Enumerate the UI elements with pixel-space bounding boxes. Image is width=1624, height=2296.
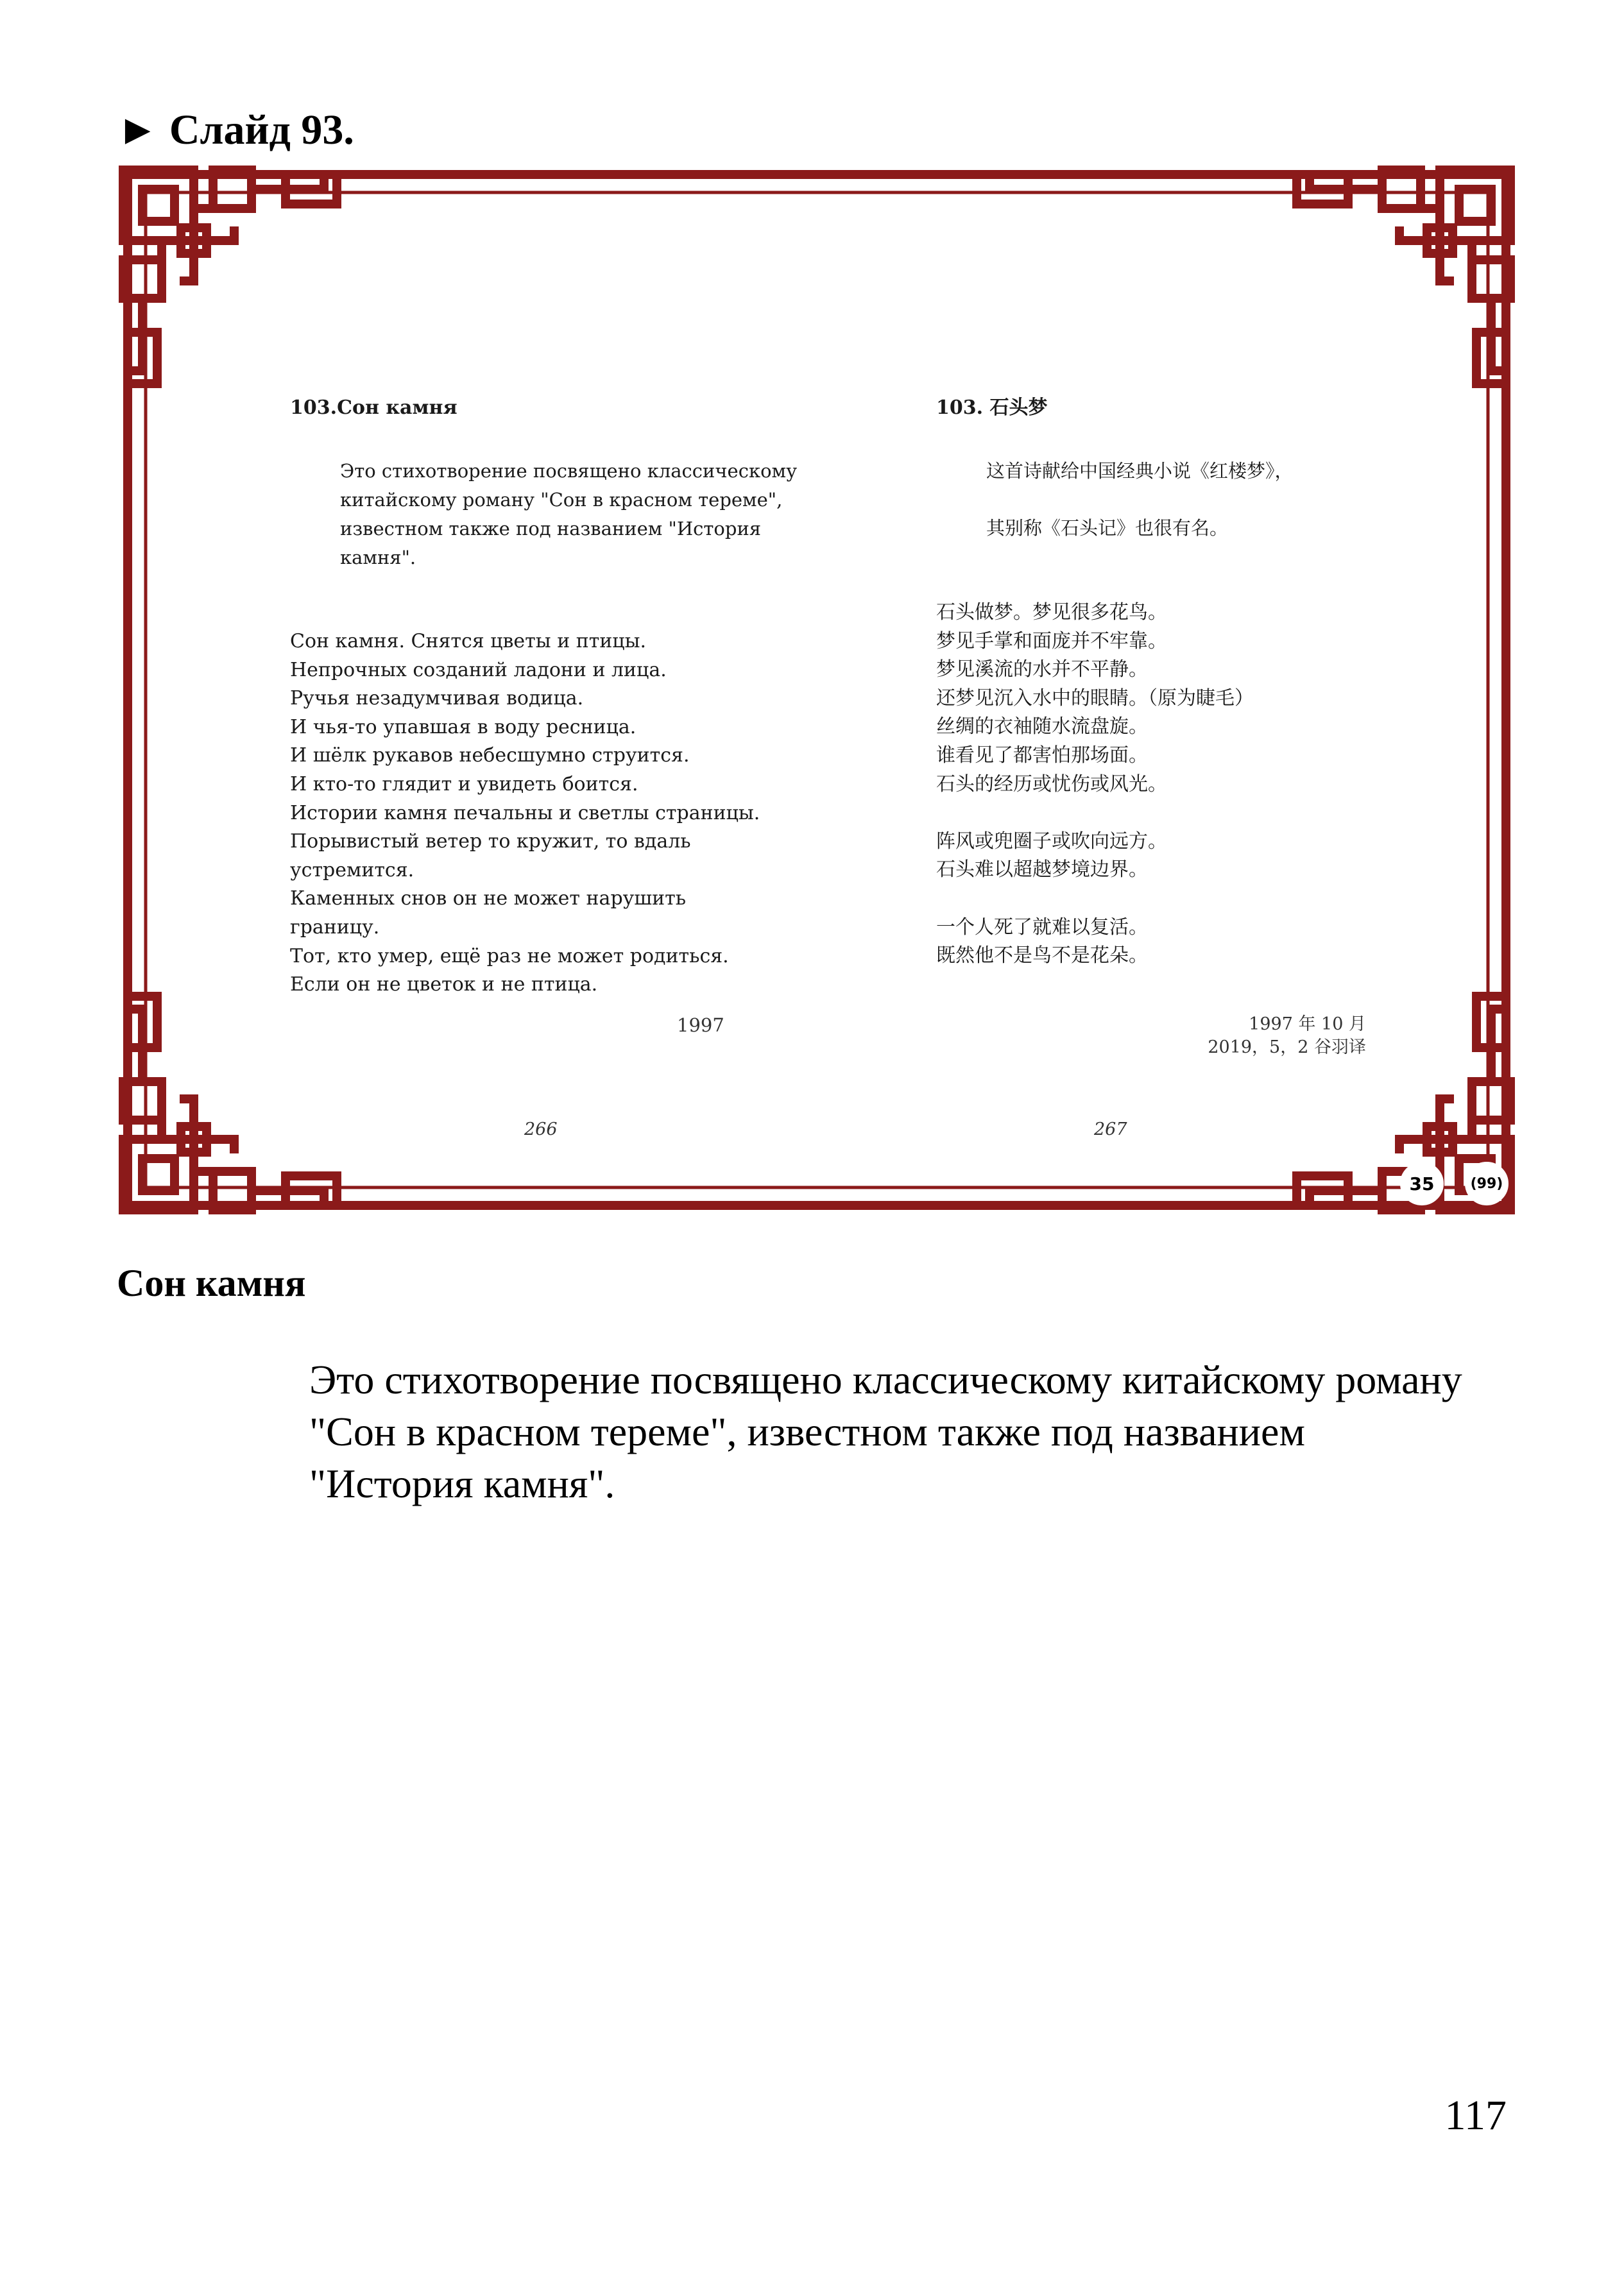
poem-dedication-chinese-line2: 其别称《石头记》也很有名。 xyxy=(986,517,1229,539)
poem-line: 谁看见了都害怕那场面。 xyxy=(936,744,1148,767)
poem-line: 石头做梦。梦见很多花鸟。 xyxy=(936,601,1167,624)
poem-line: 一个人死了就难以复活。 xyxy=(936,915,1148,939)
section-title: Сон камня xyxy=(117,1262,306,1304)
slide-frame xyxy=(119,166,1515,1214)
poem-body xyxy=(290,627,855,999)
poem-line: 阵风或兜圈子或吹向远方。 xyxy=(936,829,1167,853)
poem-line: 丝绸的衣袖随水流盘旋。 xyxy=(936,715,1148,738)
poem-line: 梦见溪流的水并不平静。 xyxy=(936,658,1148,681)
poem-title-chinese: 103. 石头梦 xyxy=(936,396,1048,419)
poem-line: Истории камня печальны и светлы страницы. xyxy=(290,801,760,824)
description-text: Это стихотворение посвящено классическому китайскому роману "Сон в красном тереме", известном также под названием "История камня". xyxy=(309,1357,1462,1506)
poem-line: И шёлк рукавов небесшумно струится. xyxy=(290,744,690,767)
poem-line: 还梦见沉入水中的眼睛。（原为睫毛） xyxy=(936,686,1254,710)
poem-line: Непрочных созданий ладони и лица. xyxy=(290,658,667,681)
chinese-page xyxy=(936,396,1514,971)
book-page-number-left: 266 xyxy=(524,1119,558,1139)
poem-line: устремится. xyxy=(290,858,415,881)
poem-line: И чья-то упавшая в воду ресница. xyxy=(290,715,637,738)
poem-line: 石头难以超越梦境边界。 xyxy=(936,858,1148,881)
slide-heading: ► Слайд 93. xyxy=(117,106,354,153)
slide-badge-total: (99) xyxy=(1465,1162,1509,1205)
book-page-number-right: 267 xyxy=(1094,1119,1127,1139)
poem-dedication: Это стихотворение посвящено классическому китайскому роману "Сон в красном тереме", известном также под названием "История камня". xyxy=(340,460,798,568)
poem-line: Сон камня. Снятся цветы и птицы. xyxy=(290,630,647,652)
date-line: 1997 年 10 月 xyxy=(1249,1014,1366,1034)
poem-line: 石头的经历或忧伤或风光。 xyxy=(936,772,1167,795)
poem-line: 梦见手掌和面庞并不牢靠。 xyxy=(936,629,1167,652)
poem-line: границу. xyxy=(290,915,380,939)
poem-dedication-chinese-line1: 这首诗献给中国经典小说《红楼梦》， xyxy=(986,460,1294,482)
translator-line: 2019，5，2 谷羽译 xyxy=(1208,1037,1366,1057)
poem-line: И кто-то глядит и увидеть боится. xyxy=(290,772,638,795)
slide-badge-current: 35 xyxy=(1400,1162,1444,1205)
poem-line: 既然他不是鸟不是花朵。 xyxy=(936,944,1148,967)
page-number: 117 xyxy=(1444,2092,1507,2139)
poem-date-chinese xyxy=(1208,1013,1366,1059)
poem-line: Если он не цветок и не птица. xyxy=(290,973,598,996)
poem-year: 1997 xyxy=(677,1014,724,1036)
russian-page xyxy=(290,396,855,999)
poem-line: Порывистый ветер то кружит, то вдаль xyxy=(290,830,691,853)
poem-line: Ручья незадумчивая водица. xyxy=(290,687,584,710)
poem-body-chinese xyxy=(936,599,1514,971)
poem-line: Тот, кто умер, ещё раз не может родиться. xyxy=(290,944,729,967)
poem-line: Каменных снов он не может нарушить xyxy=(290,887,687,910)
poem-title: 103.Сон камня xyxy=(290,396,457,419)
